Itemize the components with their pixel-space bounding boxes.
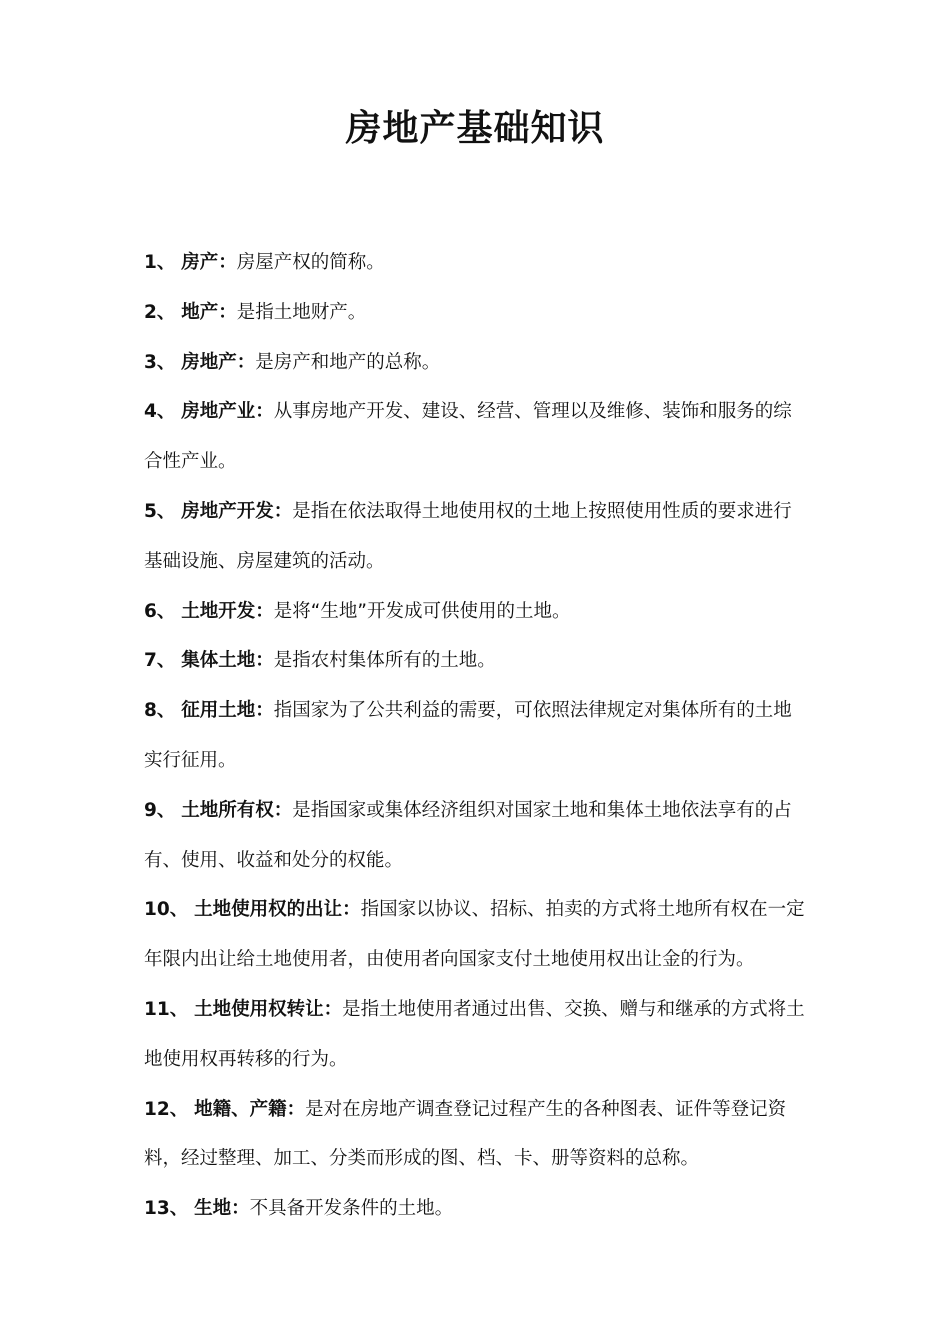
entry-term: 土地开发 — [181, 600, 256, 622]
entry-definition: 是指土地财产。 — [236, 301, 367, 323]
entry-number: 3、 — [144, 351, 176, 373]
entry-term: 地产 — [181, 301, 219, 323]
entry-separator: ： — [342, 899, 361, 921]
entry-number: 7、 — [144, 650, 176, 672]
entry-definition: 指国家为了公共利益的需要，可依照法律规定对集体所有的土地实行征用。 — [144, 700, 792, 771]
entry-number: 8、 — [144, 700, 176, 722]
entry-definition: 从事房地产开发、建设、经营、管理以及维修、装饰和服务的综合性产业。 — [144, 401, 792, 473]
entry-definition: 是指在依法取得土地使用权的土地上按照使用性质的要求进行基础设施、房屋建筑的活动。 — [144, 500, 792, 572]
entry-separator: ： — [255, 650, 274, 672]
entry-term: 地籍、产籍 — [194, 1098, 287, 1120]
entry-number: 11、 — [144, 998, 189, 1020]
entry-definition: 指国家以协议、招标、拍卖的方式将土地所有权在一定年限内出让给土地使用者，由使用者向国家支付土地使用权出让金的行为。 — [144, 899, 805, 971]
entry-separator: ： — [218, 301, 237, 323]
entry-number: 2、 — [144, 301, 176, 323]
entry-term: 房地产业 — [181, 401, 256, 423]
entry-term: 征用土地 — [181, 700, 256, 722]
entry-term: 生地 — [194, 1198, 232, 1220]
glossary-entry — [144, 487, 808, 587]
glossary-entry — [144, 985, 808, 1085]
glossary-entry — [144, 786, 808, 886]
page-title: 房地产基础知识 — [345, 108, 605, 149]
glossary-entry — [144, 288, 808, 338]
entry-number: 10、 — [144, 899, 189, 921]
entry-separator: ： — [286, 1098, 306, 1120]
entry-term: 集体土地 — [181, 650, 256, 672]
glossary-entry — [144, 686, 808, 786]
entry-definition: 是对在房地产调查登记过程产生的各种图表、证件等登记资料，经过整理、加工、分类而形成的图、档、卡、册等资料的总称。 — [144, 1098, 787, 1170]
entry-definition: 是指农村集体所有的土地。 — [273, 650, 496, 672]
entry-separator: ： — [236, 351, 256, 373]
entry-term: 土地使用权转让 — [194, 998, 324, 1020]
glossary-entry — [144, 387, 808, 487]
entry-separator: ： — [255, 700, 274, 722]
entry-term: 房产 — [181, 252, 219, 273]
entry-separator: ： — [255, 401, 274, 423]
glossary-entry — [144, 1085, 808, 1185]
entry-separator: ： — [323, 998, 343, 1020]
entry-separator: ： — [255, 600, 274, 622]
entry-number: 6、 — [144, 600, 176, 622]
entry-separator: ： — [273, 500, 293, 522]
glossary-entry — [144, 1184, 808, 1234]
entry-number: 1、 — [144, 252, 176, 273]
entry-number: 4、 — [144, 401, 176, 423]
entry-definition: 是将“生地”开发成可供使用的土地。 — [273, 600, 571, 622]
glossary-entry — [144, 636, 808, 686]
entry-definition: 不具备开发条件的土地。 — [249, 1198, 454, 1220]
glossary-entry — [144, 338, 808, 388]
entry-separator: ： — [273, 799, 293, 821]
entry-separator: ： — [231, 1198, 250, 1220]
entry-definition: 房屋产权的简称。 — [236, 252, 385, 273]
entry-definition: 是指土地使用者通过出售、交换、赠与和继承的方式将土地使用权再转移的行为。 — [144, 998, 805, 1070]
entry-number: 13、 — [144, 1198, 189, 1220]
entry-term: 土地所有权 — [181, 799, 274, 821]
glossary-entry — [144, 238, 808, 288]
entry-term: 土地使用权的出让 — [194, 899, 343, 921]
glossary-entry — [144, 587, 808, 637]
entry-number: 12、 — [144, 1098, 189, 1120]
entry-definition: 是房产和地产的总称。 — [255, 351, 441, 373]
entry-separator: ： — [218, 252, 237, 273]
entry-term: 房地产 — [181, 351, 237, 373]
entry-number: 5、 — [144, 500, 176, 522]
glossary-entry — [144, 885, 808, 985]
entry-definition: 是指国家或集体经济组织对国家土地和集体土地依法享有的占有、使用、收益和处分的权能。 — [144, 799, 792, 871]
entry-number: 9、 — [144, 799, 176, 821]
glossary-list — [144, 238, 808, 1234]
entry-term: 房地产开发 — [181, 500, 274, 522]
